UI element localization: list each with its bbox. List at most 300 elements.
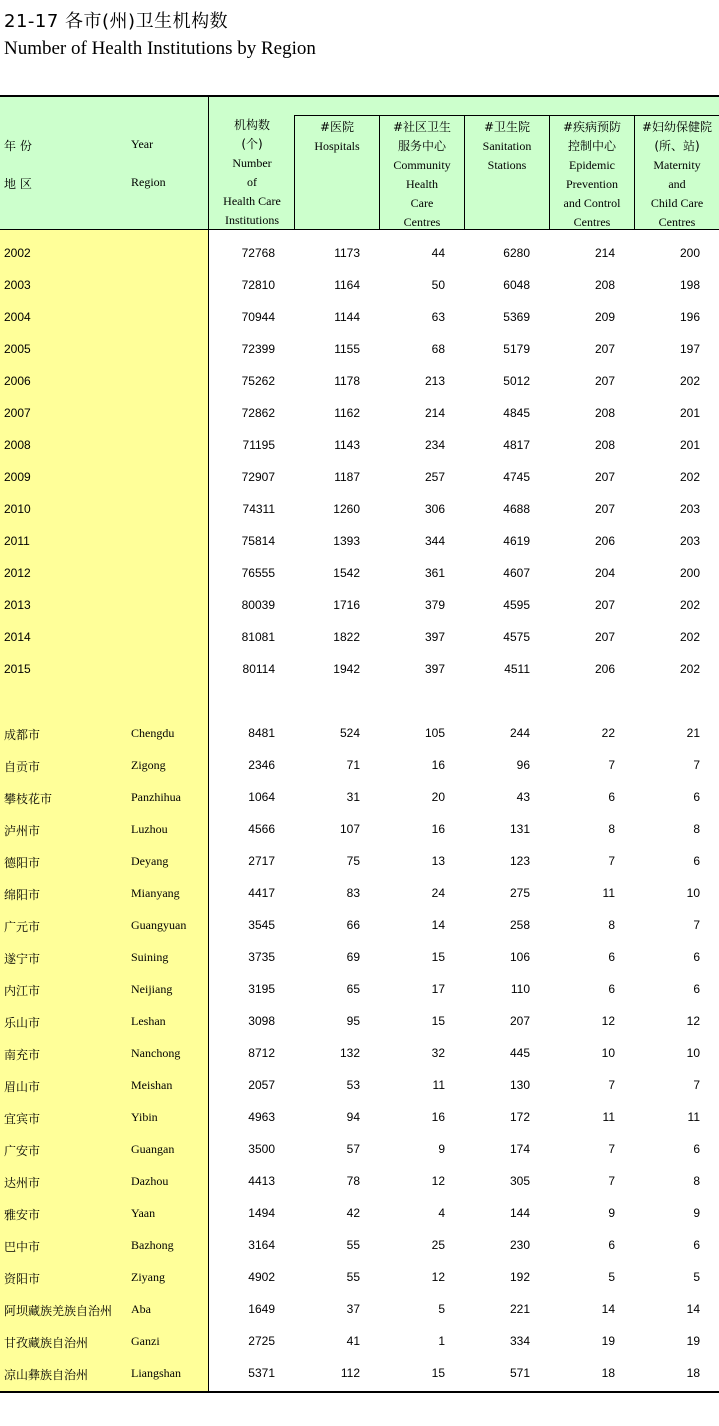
value-cell: 209 [594,310,615,324]
value-cell: 144 [509,1206,530,1220]
value-cell: 16 [431,758,445,772]
value-cell: 107 [339,822,360,836]
value-cell: 6048 [503,278,530,292]
value-cell: 5 [438,1302,445,1316]
region-name-en: Neijiang [131,982,173,996]
value-cell: 202 [679,662,700,676]
value-cell: 571 [509,1366,530,1380]
value-cell: 12 [686,1014,700,1028]
value-cell: 206 [594,662,615,676]
value-cell: 4817 [503,438,530,452]
value-cell: 24 [431,886,445,900]
value-cell: 8 [693,822,700,836]
value-cell: 130 [509,1078,530,1092]
value-cell: 7 [608,854,615,868]
table-row-year [0,466,719,486]
value-cell: 131 [509,822,530,836]
year-label: 2006 [4,374,31,388]
value-cell: 74311 [242,502,275,516]
region-name-cn: 德阳市 [4,856,41,870]
value-cell: 344 [424,534,445,548]
page-title-chinese: 21-17 各市(州)卫生机构数 [4,11,229,32]
table-row-year [0,370,719,390]
value-cell: 11 [432,1078,445,1092]
value-cell: 72907 [241,470,275,484]
header-year-en: Year [131,137,154,151]
table-row-region [0,722,719,742]
region-name-cn: 南充市 [4,1048,41,1062]
table-row-year [0,530,719,550]
value-cell: 202 [679,374,700,388]
region-name-cn: 遂宁市 [4,952,41,966]
region-name-en: Ganzi [131,1334,160,1348]
value-cell: 4 [438,1206,445,1220]
value-cell: 65 [346,982,360,996]
value-cell: 8 [693,1174,700,1188]
region-name-cn: 资阳市 [4,1272,41,1286]
value-cell: 208 [594,438,615,452]
value-cell: 55 [346,1270,360,1284]
value-cell: 7 [608,1078,615,1092]
value-cell: 71 [346,758,360,772]
column-header-institutions: 机构数 (个) Number of Health Care Institutions [223,118,281,227]
year-label: 2014 [4,630,31,644]
value-cell: 234 [424,438,445,452]
value-cell: 6 [693,1142,700,1156]
value-cell: 6 [693,982,700,996]
value-cell: 68 [431,342,445,356]
value-cell: 6 [693,790,700,804]
value-cell: 3195 [248,982,275,996]
value-cell: 192 [509,1270,530,1284]
year-label: 2013 [4,598,31,612]
value-cell: 72399 [241,342,275,356]
value-cell: 1178 [334,374,360,388]
value-cell: 66 [346,918,360,932]
table-row-region [0,1010,719,1030]
region-name-en: Panzhihua [131,790,181,804]
value-cell: 6 [608,950,615,964]
value-cell: 7 [693,1078,700,1092]
value-cell: 213 [424,374,445,388]
value-cell: 4413 [248,1174,275,1188]
value-cell: 208 [594,278,615,292]
table-row-region [0,818,719,838]
value-cell: 172 [509,1110,530,1124]
value-cell: 7 [608,758,615,772]
region-name-cn: 广安市 [4,1144,41,1158]
value-cell: 55 [346,1238,360,1252]
value-cell: 207 [594,630,615,644]
value-cell: 72862 [241,406,275,420]
value-cell: 2725 [248,1334,275,1348]
table-row-year [0,594,719,614]
region-name-cn: 巴中市 [4,1240,41,1254]
value-cell: 14 [686,1302,700,1316]
value-cell: 306 [424,502,445,516]
region-name-cn: 绵阳市 [4,888,41,902]
value-cell: 75814 [241,534,275,548]
value-cell: 112 [340,1366,360,1380]
region-name-en: Yaan [131,1206,156,1220]
value-cell: 8712 [248,1046,275,1060]
value-cell: 7 [693,918,700,932]
value-cell: 4595 [503,598,530,612]
value-cell: 8 [608,822,615,836]
column-header-community-centres: #社区卫生 服务中心 Community Health Care Centres [392,120,452,229]
value-cell: 4619 [503,534,530,548]
value-cell: 174 [509,1142,530,1156]
value-cell: 221 [509,1302,530,1316]
value-cell: 207 [594,502,615,516]
table-row-year [0,658,719,678]
region-name-cn: 甘孜藏族自治州 [4,1336,89,1350]
year-label: 2010 [4,502,31,516]
value-cell: 3500 [248,1142,275,1156]
value-cell: 75 [346,854,360,868]
value-cell: 11 [602,886,615,900]
value-cell: 44 [431,246,445,260]
value-cell: 110 [510,982,530,996]
region-name-cn: 攀枝花市 [4,792,53,806]
value-cell: 4575 [503,630,530,644]
table-row-region [0,1170,719,1190]
value-cell: 6 [693,854,700,868]
region-name-en: Suining [131,950,169,964]
value-cell: 11 [687,1110,700,1124]
header-region-cn: 地 区 [4,177,32,191]
region-name-en: Meishan [131,1078,173,1092]
value-cell: 305 [509,1174,530,1188]
region-name-en: Ziyang [131,1270,165,1284]
region-name-cn: 内江市 [4,984,41,998]
value-cell: 379 [424,598,445,612]
value-cell: 63 [431,310,445,324]
region-name-en: Leshan [131,1014,166,1028]
value-cell: 1260 [333,502,360,516]
table-row-region [0,946,719,966]
value-cell: 3735 [248,950,275,964]
value-cell: 1542 [333,566,360,580]
value-cell: 214 [424,406,445,420]
value-cell: 50 [431,278,445,292]
region-name-cn: 宜宾市 [4,1112,41,1126]
value-cell: 4902 [248,1270,275,1284]
region-name-cn: 雅安市 [4,1208,41,1222]
year-label: 2015 [4,662,31,676]
table-bottom-rule [0,1391,719,1393]
value-cell: 1155 [334,342,360,356]
value-cell: 8 [608,918,615,932]
region-name-cn: 自贡市 [4,760,41,774]
value-cell: 96 [516,758,530,772]
value-cell: 13 [431,854,445,868]
value-cell: 16 [431,1110,445,1124]
region-name-en: Zigong [131,758,166,772]
value-cell: 4566 [248,822,275,836]
table-top-rule [0,95,719,97]
value-cell: 71195 [242,438,275,452]
table-row-year [0,242,719,262]
region-name-en: Bazhong [131,1238,174,1252]
column-header-hospitals: #医院 Hospitals [314,120,360,153]
table-row-region [0,978,719,998]
table-row-region [0,754,719,774]
value-cell: 7 [608,1174,615,1188]
table-row-year [0,274,719,294]
table-row-region [0,1042,719,1062]
value-cell: 6 [693,950,700,964]
value-cell: 9 [693,1206,700,1220]
value-cell: 37 [346,1302,360,1316]
value-cell: 4417 [248,886,275,900]
year-label: 2003 [4,278,31,292]
region-name-en: Deyang [131,854,169,868]
region-name-cn: 广元市 [4,920,41,934]
value-cell: 12 [431,1270,445,1284]
value-cell: 445 [509,1046,530,1060]
value-cell: 202 [679,598,700,612]
value-cell: 1144 [334,310,360,324]
value-cell: 105 [424,726,445,740]
value-cell: 275 [509,886,530,900]
column-header-sanitation-stations: #卫生院 Sanitation Stations [482,120,532,172]
value-cell: 3164 [248,1238,275,1252]
value-cell: 1164 [334,278,360,292]
value-cell: 207 [594,470,615,484]
page-title-english: Number of Health Institutions by Region [4,38,316,59]
table-row-region [0,1106,719,1126]
value-cell: 397 [424,662,445,676]
year-label: 2008 [4,438,31,452]
table-row-year [0,306,719,326]
value-cell: 5179 [503,342,530,356]
table-row-region [0,1298,719,1318]
value-cell: 4511 [504,662,530,676]
value-cell: 5012 [503,374,530,388]
value-cell: 334 [509,1334,530,1348]
table-row-year [0,338,719,358]
value-cell: 257 [424,470,445,484]
table-row-region [0,882,719,902]
value-cell: 94 [346,1110,360,1124]
region-name-en: Dazhou [131,1174,169,1188]
value-cell: 25 [431,1238,445,1252]
value-cell: 5369 [503,310,530,324]
value-cell: 203 [679,502,700,516]
year-label: 2004 [4,310,31,324]
region-name-en: Mianyang [131,886,180,900]
region-name-en: Guangyuan [131,918,187,932]
value-cell: 200 [679,566,700,580]
value-cell: 5 [693,1270,700,1284]
value-cell: 32 [431,1046,445,1060]
value-cell: 6 [608,1238,615,1252]
value-cell: 230 [509,1238,530,1252]
value-cell: 10 [601,1046,615,1060]
region-name-cn: 乐山市 [4,1016,41,1030]
value-cell: 196 [679,310,700,324]
region-name-en: Chengdu [131,726,175,740]
value-cell: 1716 [333,598,360,612]
table-row-year [0,402,719,422]
value-cell: 4745 [503,470,530,484]
value-cell: 20 [431,790,445,804]
value-cell: 80039 [241,598,275,612]
region-name-en: Liangshan [131,1366,181,1380]
value-cell: 31 [346,790,360,804]
value-cell: 4607 [503,566,530,580]
value-cell: 4845 [503,406,530,420]
value-cell: 6280 [503,246,530,260]
region-name-cn: 泸州市 [4,824,41,838]
value-cell: 198 [679,278,700,292]
value-cell: 2057 [248,1078,275,1092]
value-cell: 12 [431,1174,445,1188]
region-name-en: Nanchong [131,1046,181,1060]
value-cell: 200 [679,246,700,260]
year-label: 2009 [4,470,31,484]
value-cell: 7 [608,1142,615,1156]
value-cell: 10 [686,1046,700,1060]
header-year-cn: 年 份 [4,139,32,153]
value-cell: 57 [346,1142,360,1156]
value-cell: 83 [346,886,360,900]
value-cell: 6 [693,1238,700,1252]
value-cell: 22 [601,726,615,740]
table-row-year [0,434,719,454]
value-cell: 204 [594,566,615,580]
value-cell: 81081 [241,630,275,644]
value-cell: 1 [438,1334,445,1348]
value-cell: 17 [431,982,445,996]
value-cell: 18 [601,1366,615,1380]
value-cell: 9 [608,1206,615,1220]
value-cell: 15 [431,1366,445,1380]
value-cell: 6 [608,982,615,996]
year-label: 2012 [4,566,31,580]
value-cell: 42 [346,1206,360,1220]
header-region-en: Region [131,175,166,189]
value-cell: 1187 [334,470,360,484]
value-cell: 21 [686,726,700,740]
value-cell: 1393 [333,534,360,548]
value-cell: 3098 [248,1014,275,1028]
value-cell: 207 [594,598,615,612]
value-cell: 78 [346,1174,360,1188]
table-row-year [0,562,719,582]
value-cell: 41 [346,1334,360,1348]
value-cell: 14 [431,918,445,932]
region-name-cn: 达州市 [4,1176,41,1190]
table-row-region [0,850,719,870]
value-cell: 132 [339,1046,360,1060]
value-cell: 72768 [241,246,275,260]
value-cell: 1173 [334,246,360,260]
year-label: 2005 [4,342,31,356]
value-cell: 53 [346,1078,360,1092]
value-cell: 197 [679,342,700,356]
value-cell: 207 [594,374,615,388]
region-name-en: Luzhou [131,822,168,836]
value-cell: 95 [346,1014,360,1028]
value-cell: 75262 [241,374,275,388]
value-cell: 15 [431,950,445,964]
value-cell: 1649 [248,1302,275,1316]
value-cell: 208 [594,406,615,420]
value-cell: 206 [594,534,615,548]
table-row-region [0,1138,719,1158]
value-cell: 72810 [241,278,275,292]
region-name-en: Aba [131,1302,151,1316]
value-cell: 1064 [248,790,275,804]
value-cell: 2346 [248,758,275,772]
value-cell: 19 [601,1334,615,1348]
year-label: 2011 [4,534,30,548]
value-cell: 8481 [248,726,275,740]
value-cell: 69 [346,950,360,964]
value-cell: 524 [339,726,360,740]
value-cell: 1942 [333,662,360,676]
table-row-region [0,1362,719,1382]
table-row-region [0,914,719,934]
region-name-cn: 凉山彝族自治州 [4,1368,89,1382]
table-row-region [0,786,719,806]
value-cell: 201 [679,406,700,420]
value-cell: 80114 [242,662,275,676]
year-label: 2007 [4,406,31,420]
value-cell: 106 [509,950,530,964]
region-name-cn: 成都市 [4,728,41,742]
value-cell: 201 [679,438,700,452]
value-cell: 2717 [248,854,275,868]
value-cell: 361 [424,566,445,580]
value-cell: 19 [686,1334,700,1348]
value-cell: 5 [608,1270,615,1284]
table-row-year [0,626,719,646]
value-cell: 202 [679,470,700,484]
table-row-region [0,1266,719,1286]
value-cell: 9 [438,1142,445,1156]
value-cell: 18 [686,1366,700,1380]
value-cell: 3545 [248,918,275,932]
value-cell: 1822 [333,630,360,644]
region-name-en: Guangan [131,1142,175,1156]
value-cell: 1143 [334,438,360,452]
value-cell: 16 [431,822,445,836]
value-cell: 5371 [248,1366,275,1380]
region-name-cn: 眉山市 [4,1080,41,1094]
year-label: 2002 [4,246,31,260]
value-cell: 76555 [241,566,275,580]
column-header-epidemic-prevention: #疾病预防 控制中心 Epidemic Prevention and Control Centres [562,120,622,229]
value-cell: 4688 [503,502,530,516]
column-header-maternity-child-care: #妇幼保健院 (所、站) Maternity and Child Care Centres [641,120,713,229]
value-cell: 207 [594,342,615,356]
value-cell: 70944 [241,310,275,324]
table-row-region [0,1202,719,1222]
value-cell: 1162 [334,406,360,420]
region-name-en: Yibin [131,1110,158,1124]
value-cell: 1494 [248,1206,275,1220]
value-cell: 123 [509,854,530,868]
table-row-region [0,1234,719,1254]
value-cell: 14 [601,1302,615,1316]
value-cell: 397 [424,630,445,644]
value-cell: 43 [516,790,530,804]
value-cell: 15 [431,1014,445,1028]
value-cell: 4963 [248,1110,275,1124]
